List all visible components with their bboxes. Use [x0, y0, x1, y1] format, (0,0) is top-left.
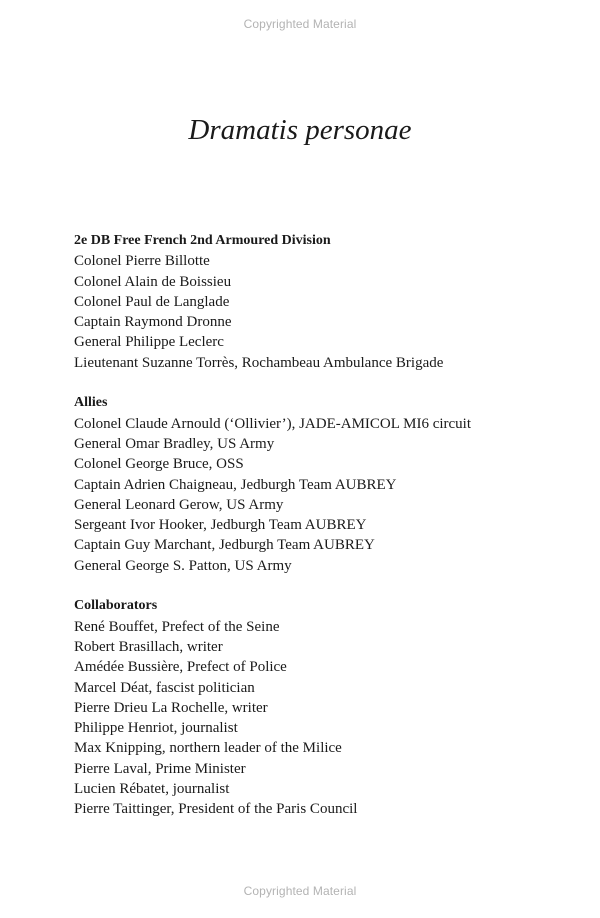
- watermark-top: Copyrighted Material: [243, 17, 357, 31]
- list-item: Marcel Déat, fascist politician: [74, 679, 255, 696]
- list-item: General Omar Bradley, US Army: [74, 435, 275, 452]
- list-item: Max Knipping, northern leader of the Milice: [74, 740, 342, 757]
- list-item: Lucien Rébatet, journalist: [74, 781, 230, 798]
- list-item: General Leonard Gerow, US Army: [74, 496, 284, 513]
- section-heading: Collaborators: [74, 598, 158, 614]
- section-allies: [74, 393, 574, 576]
- list-item: Sergeant Ivor Hooker, Jedburgh Team AUBREY: [74, 517, 367, 534]
- list-item: Robert Brasillach, writer: [74, 638, 223, 655]
- section-heading: 2e DB Free French 2nd Armoured Division: [74, 233, 331, 248]
- list-item: Philippe Henriot, journalist: [74, 720, 238, 737]
- list-item: Colonel Alain de Boissieu: [74, 273, 232, 290]
- list-item: Pierre Laval, Prime Minister: [74, 760, 246, 777]
- list-item: Colonel Pierre Billotte: [74, 253, 210, 270]
- list-item: René Bouffet, Prefect of the Seine: [74, 618, 280, 635]
- list-item: Captain Guy Marchant, Jedburgh Team AUBREY: [74, 537, 375, 554]
- section-heading: Allies: [74, 395, 108, 411]
- list-item: Pierre Taittinger, President of the Paris Council: [74, 801, 358, 818]
- list-item: Captain Adrien Chaigneau, Jedburgh Team AUBREY: [74, 476, 397, 493]
- list-item: Lieutenant Suzanne Torrès, Rochambeau Ambulance Brigade: [74, 354, 444, 371]
- list-item: Pierre Drieu La Rochelle, writer: [74, 699, 268, 716]
- list-item: Amédée Bussière, Prefect of Police: [74, 659, 287, 676]
- dramatis-personae-list: [74, 231, 574, 840]
- watermark-bottom: Copyrighted Material: [243, 884, 357, 898]
- list-item: Captain Raymond Dronne: [74, 314, 232, 331]
- section-collaborators: [74, 596, 574, 819]
- list-item: Colonel Claude Arnould (‘Ollivier’), JADE-AMICOL MI6 circuit: [74, 415, 472, 432]
- section-2e-db: [74, 231, 574, 373]
- list-item: Colonel George Bruce, OSS: [74, 456, 244, 473]
- page-title: Dramatis personae: [188, 114, 412, 146]
- list-item: General Philippe Leclerc: [74, 334, 224, 351]
- list-item: Colonel Paul de Langlade: [74, 293, 230, 310]
- list-item: General George S. Patton, US Army: [74, 557, 292, 574]
